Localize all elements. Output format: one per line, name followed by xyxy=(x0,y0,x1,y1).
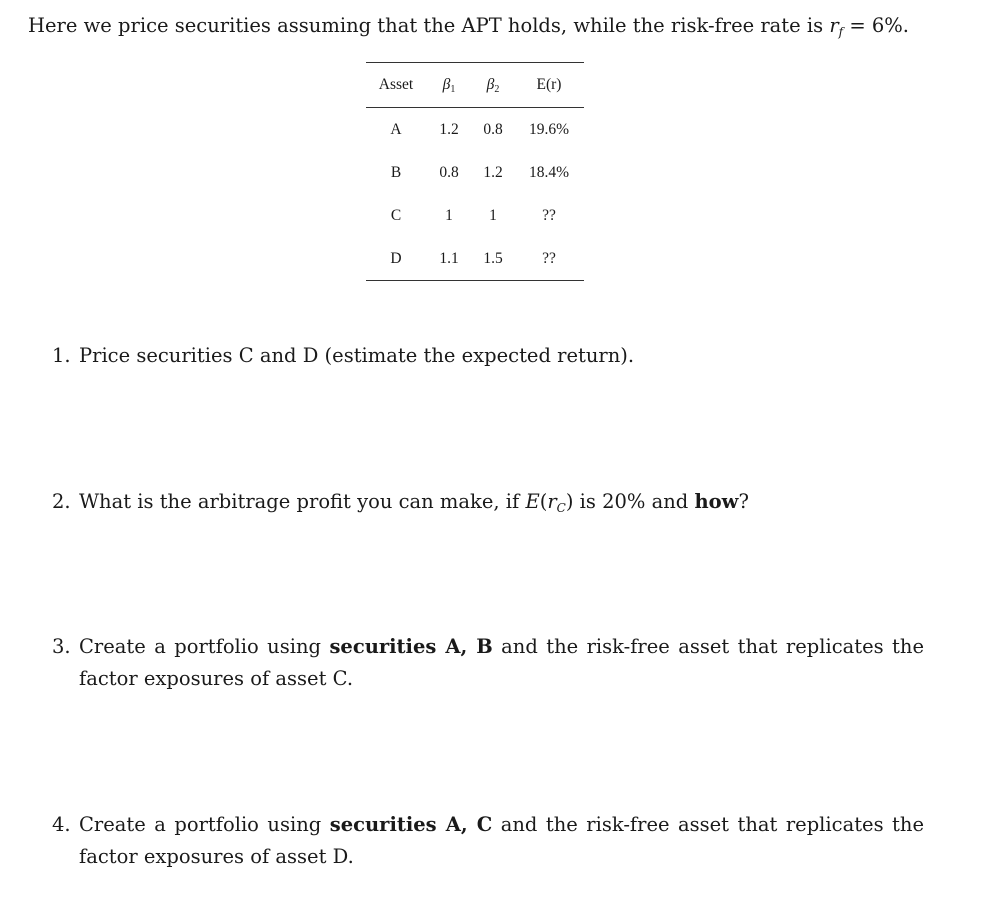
cell-asset: D xyxy=(390,249,402,267)
question-number: 3. xyxy=(52,635,71,658)
cell-asset: C xyxy=(390,206,402,224)
table-row xyxy=(366,151,584,194)
question-1 xyxy=(52,340,924,372)
cell-expected-return: ?? xyxy=(542,249,556,267)
cell-expected-return: 19.6% xyxy=(528,120,570,138)
question-4 xyxy=(52,809,924,873)
question-text: Create a portfolio using securities A, C and the risk-free asset that replicates the factor exposures of asset D. xyxy=(79,813,924,868)
intro-paragraph xyxy=(28,12,909,46)
cell-expected-return: 18.4% xyxy=(528,163,570,181)
risk-free-symbol: r xyxy=(829,14,839,37)
header-expected-return: E(r) xyxy=(536,76,562,93)
table-row xyxy=(366,237,584,280)
question-text: What is the arbitrage profit you can make, if $E(r_C)$ is 20% and how? xyxy=(79,490,749,515)
risk-free-value: = 6%. xyxy=(849,14,909,37)
table-header-row xyxy=(366,63,584,107)
cell-asset: B xyxy=(390,163,402,181)
cell-expected-return: ?? xyxy=(542,206,556,224)
table-bottom-rule xyxy=(366,280,584,281)
cell-beta1: 1 xyxy=(445,206,453,224)
question-text: Price securities C and D (estimate the expected return). xyxy=(79,344,635,367)
cell-beta1: 0.8 xyxy=(439,163,459,181)
question-number: 2. xyxy=(52,490,71,513)
table-row xyxy=(366,194,584,237)
header-beta2: $\beta_2$ xyxy=(486,75,500,95)
question-text: Create a portfolio using securities A, B and the risk-free asset that replicates the factor exposures of asset C. xyxy=(79,635,924,690)
cell-beta1: 1.1 xyxy=(439,249,459,267)
risk-free-subscript: f xyxy=(838,25,844,39)
cell-beta2: 1 xyxy=(489,206,497,224)
cell-beta2: 0.8 xyxy=(483,120,503,138)
table-row xyxy=(366,108,584,151)
header-asset: Asset xyxy=(378,76,414,93)
apt-table xyxy=(366,62,584,281)
cell-asset: A xyxy=(390,120,402,138)
header-beta1: $\beta_1$ xyxy=(442,75,456,95)
question-number: 1. xyxy=(52,344,71,367)
intro-text: Here we price securities assuming that the APT holds, while the risk-free rate is xyxy=(28,14,824,37)
cell-beta2: 1.5 xyxy=(483,249,503,267)
question-3 xyxy=(52,631,924,695)
cell-beta2: 1.2 xyxy=(483,163,503,181)
cell-beta1: 1.2 xyxy=(439,120,459,138)
question-2 xyxy=(52,486,924,524)
question-number: 4. xyxy=(52,813,71,836)
